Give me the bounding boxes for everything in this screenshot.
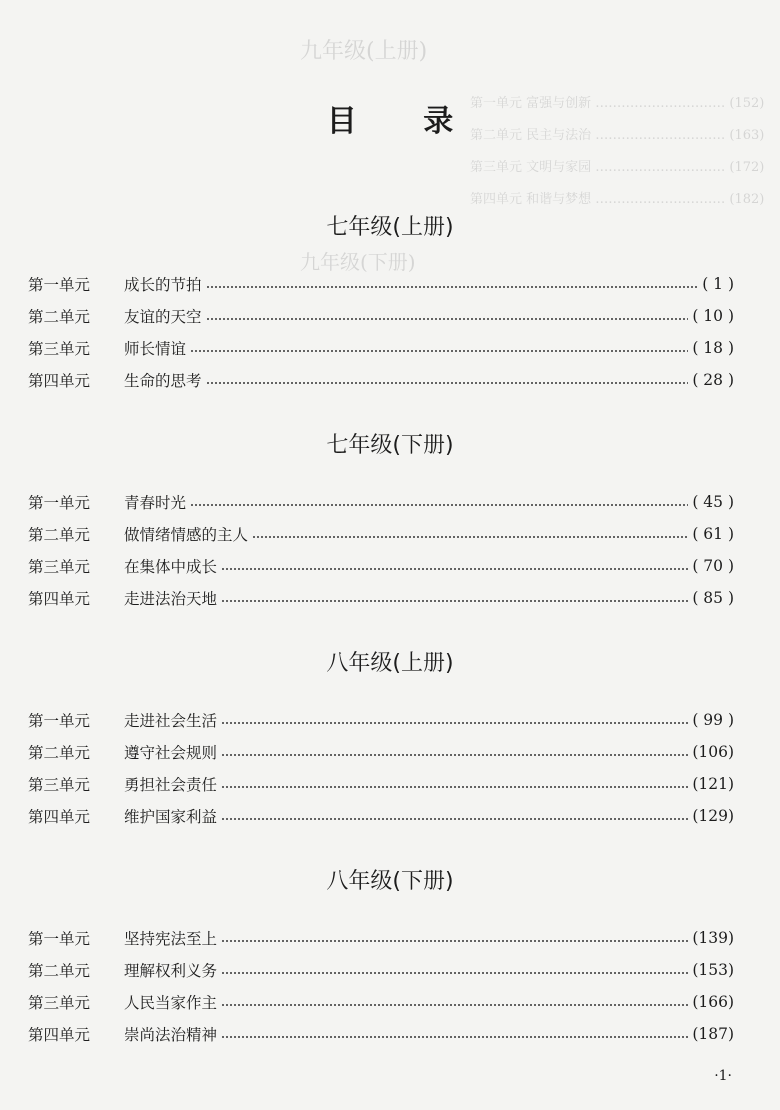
unit-title: 成长的节拍 <box>124 276 202 294</box>
bleed-line: 第一单元 富强与创新 ………………………… (152) <box>470 96 765 111</box>
toc-entry <box>28 958 734 982</box>
volume-heading: 八年级(上册) <box>326 651 454 676</box>
dot-leader <box>190 350 688 352</box>
dot-leader <box>221 940 688 942</box>
toc-entry <box>28 522 734 546</box>
dot-leader <box>252 536 688 538</box>
dot-leader <box>221 600 688 602</box>
bleed-mid-heading: 九年级(下册) <box>300 250 416 274</box>
page-ref: (139) <box>692 929 734 947</box>
unit-title: 走进社会生活 <box>124 712 218 730</box>
page-ref: ( 45 ) <box>692 493 734 511</box>
unit-number: 第三单元 <box>28 558 91 576</box>
unit-number: 第一单元 <box>28 276 91 294</box>
dot-leader <box>221 972 688 974</box>
unit-title: 走进法治天地 <box>124 590 218 608</box>
unit-number: 第一单元 <box>28 712 91 730</box>
toc-entry <box>28 990 734 1014</box>
unit-number: 第一单元 <box>28 930 91 948</box>
page-ref: ( 18 ) <box>692 339 734 357</box>
page-ref: (129) <box>692 807 734 825</box>
unit-title: 坚持宪法至上 <box>124 930 218 948</box>
dot-leader <box>221 1036 688 1038</box>
volume-heading: 七年级(上册) <box>326 215 454 240</box>
volume-heading: 八年级(下册) <box>326 869 454 894</box>
dot-leader <box>190 504 688 506</box>
unit-number: 第四单元 <box>28 372 91 390</box>
dot-leader <box>221 754 688 756</box>
page-ref: ( 1 ) <box>702 275 734 293</box>
unit-title: 友谊的天空 <box>124 308 202 326</box>
unit-number: 第二单元 <box>28 744 91 762</box>
unit-title: 理解权利义务 <box>124 962 218 980</box>
toc-entry <box>28 490 734 514</box>
unit-number: 第四单元 <box>28 590 91 608</box>
bleed-line: 第四单元 和谐与梦想 ………………………… (182) <box>470 192 765 207</box>
page-ref: (106) <box>692 743 734 761</box>
unit-number: 第一单元 <box>28 494 91 512</box>
bleed-line: 第三单元 文明与家园 ………………………… (172) <box>470 160 765 175</box>
unit-title: 师长情谊 <box>124 340 187 358</box>
dot-leader <box>206 286 699 288</box>
unit-title: 生命的思考 <box>124 372 202 390</box>
page-ref: ( 85 ) <box>692 589 734 607</box>
toc-entry <box>28 586 734 610</box>
unit-title: 维护国家利益 <box>124 808 218 826</box>
unit-number: 第二单元 <box>28 962 91 980</box>
page-ref: (121) <box>692 775 734 793</box>
unit-number: 第四单元 <box>28 1026 91 1044</box>
unit-title: 在集体中成长 <box>124 558 218 576</box>
toc-entry <box>28 368 734 392</box>
dot-leader <box>221 786 688 788</box>
volume-heading: 七年级(下册) <box>326 433 454 458</box>
unit-number: 第三单元 <box>28 776 91 794</box>
dot-leader <box>221 1004 688 1006</box>
toc-entry <box>28 1022 734 1046</box>
unit-title: 遵守社会规则 <box>124 744 218 762</box>
bleed-top-heading: 九年级(上册) <box>300 39 428 64</box>
dot-leader <box>206 318 689 320</box>
unit-number: 第三单元 <box>28 994 91 1012</box>
bleed-line: 第二单元 民主与法治 ………………………… (163) <box>470 128 765 143</box>
unit-title: 勇担社会责任 <box>124 776 218 794</box>
toc-entry <box>28 304 734 328</box>
page-ref: (187) <box>692 1025 734 1043</box>
dot-leader <box>206 382 689 384</box>
toc-entry <box>28 336 734 360</box>
unit-number: 第二单元 <box>28 526 91 544</box>
toc-entry <box>28 740 734 764</box>
toc-entry <box>28 708 734 732</box>
page-ref: ( 28 ) <box>692 371 734 389</box>
page-ref: ( 99 ) <box>692 711 734 729</box>
page-ref: ( 10 ) <box>692 307 734 325</box>
unit-title: 青春时光 <box>124 494 187 512</box>
toc-entry <box>28 554 734 578</box>
dot-leader <box>221 722 688 724</box>
toc-entry <box>28 926 734 950</box>
page-ref: ( 61 ) <box>692 525 734 543</box>
unit-number: 第四单元 <box>28 808 91 826</box>
dot-leader <box>221 568 688 570</box>
unit-title: 做情绪情感的主人 <box>124 526 249 544</box>
unit-title: 人民当家作主 <box>124 994 218 1012</box>
page-title: 目 录 <box>326 104 482 139</box>
page-number: ·1· <box>714 1068 732 1084</box>
unit-number: 第二单元 <box>28 308 91 326</box>
page-ref: (153) <box>692 961 734 979</box>
toc-entry <box>28 772 734 796</box>
page-ref: (166) <box>692 993 734 1011</box>
dot-leader <box>221 818 688 820</box>
unit-number: 第三单元 <box>28 340 91 358</box>
toc-entry <box>28 272 734 296</box>
page-ref: ( 70 ) <box>692 557 734 575</box>
unit-title: 崇尚法治精神 <box>124 1026 218 1044</box>
toc-entry <box>28 804 734 828</box>
